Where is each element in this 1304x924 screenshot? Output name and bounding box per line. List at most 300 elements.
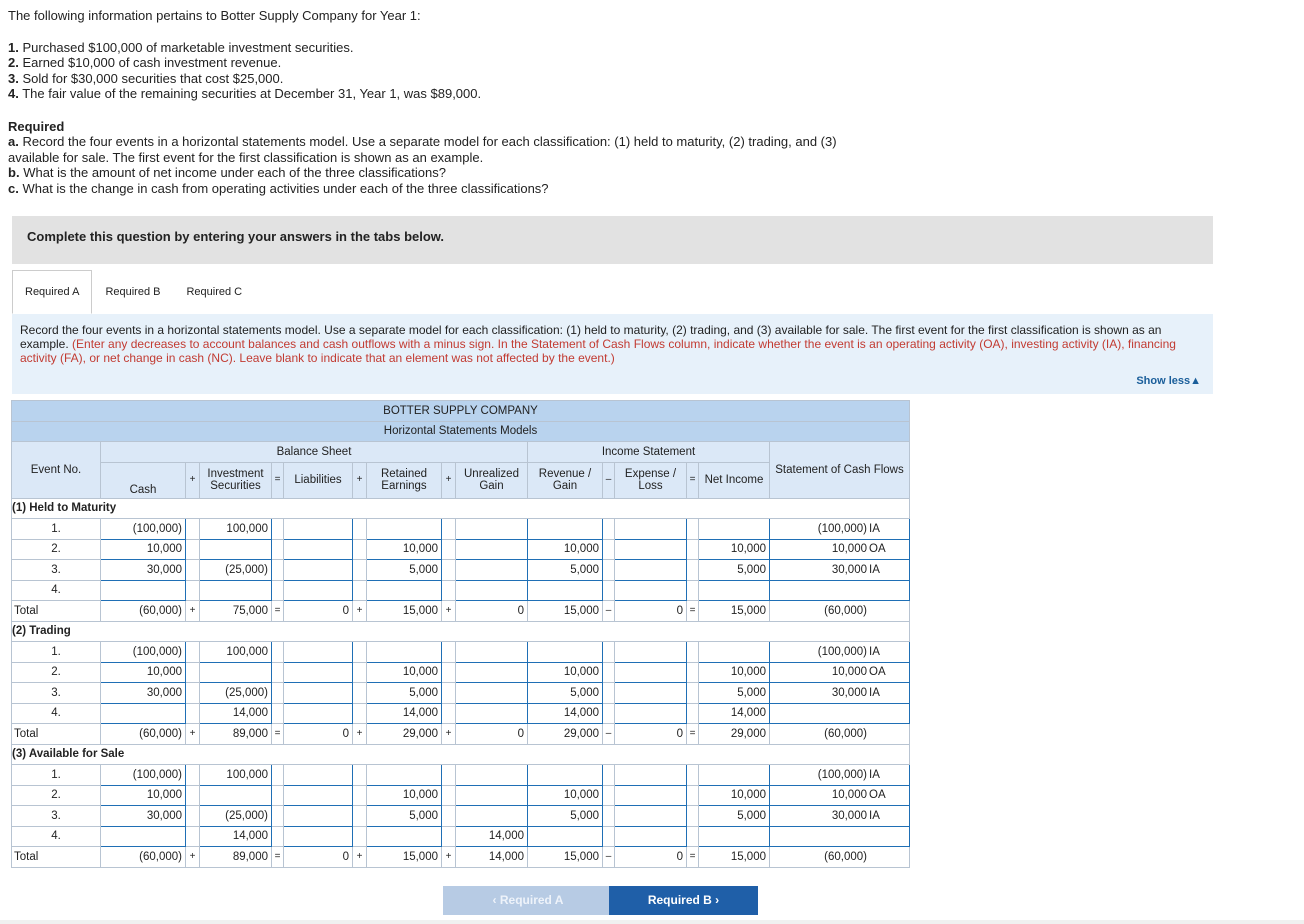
liab-cell[interactable] [284, 806, 353, 827]
op-eq [687, 703, 699, 724]
total-row [12, 724, 910, 745]
rev-cell[interactable] [528, 580, 603, 601]
op-minus [603, 560, 615, 581]
op-minus [603, 519, 615, 540]
op-plus [186, 642, 200, 663]
ug-cell[interactable] [456, 519, 528, 540]
cash-flow-amount: (60,000) [824, 727, 867, 740]
op-eq [272, 580, 284, 601]
op-plus [442, 519, 456, 540]
required-item: c. What is the change in cash from operating activities under each of the three classifications? [8, 180, 549, 196]
problem-intro [8, 8, 868, 196]
op-plus [442, 580, 456, 601]
total-liab-cell: 0 [284, 601, 353, 622]
op-minus [603, 642, 615, 663]
intro-lead: The following information pertains to Botter Supply Company for Year 1: [8, 8, 421, 23]
ni-cell[interactable]: 14,000 [699, 703, 770, 724]
inv-cell[interactable] [200, 662, 272, 683]
exp-cell[interactable] [615, 580, 687, 601]
tab-required-c[interactable]: Required C [186, 286, 243, 298]
total-cash-cell: (60,000) [101, 724, 186, 745]
cash-flow-cell[interactable] [770, 519, 910, 540]
cash-flow-amount: (100,000) [817, 645, 867, 658]
next-required-b-button[interactable]: Required B › [609, 886, 758, 915]
cash-flow-cell[interactable] [770, 765, 910, 786]
cash-flow-amount: 30,000 [831, 686, 867, 699]
ug-cell[interactable] [456, 560, 528, 581]
op-eq [687, 806, 699, 827]
section-title: (3) Available for Sale [12, 744, 910, 765]
op-plus [186, 806, 200, 827]
op-plus [186, 703, 200, 724]
cash-flow-cell[interactable] [770, 826, 910, 847]
op-eq [687, 765, 699, 786]
event-row [12, 703, 910, 724]
op-minus [603, 826, 615, 847]
op-plus [186, 785, 200, 806]
op-eq [687, 560, 699, 581]
op-plus [353, 826, 367, 847]
tab-required-b[interactable]: Required B [105, 286, 161, 298]
total-ni-cell: 29,000 [699, 724, 770, 745]
event-number: 4. [12, 826, 101, 847]
rev-cell[interactable]: 5,000 [528, 806, 603, 827]
re-cell[interactable]: 14,000 [367, 703, 442, 724]
exp-cell[interactable] [615, 765, 687, 786]
re-cell[interactable]: 5,000 [367, 683, 442, 704]
event-row [12, 642, 910, 663]
horizontal-statements-table [11, 400, 910, 868]
event-row [12, 662, 910, 683]
re-cell[interactable]: 10,000 [367, 539, 442, 560]
cash-flow-amount: 10,000 [831, 666, 867, 679]
op-plus [353, 580, 367, 601]
ug-cell[interactable] [456, 662, 528, 683]
total-ni-cell: 15,000 [699, 847, 770, 868]
ni-cell[interactable]: 10,000 [699, 539, 770, 560]
exp-cell[interactable] [615, 642, 687, 663]
cash-flow-classification[interactable]: IA [869, 809, 880, 822]
total-rev-cell: 15,000 [528, 601, 603, 622]
inv-cell[interactable] [200, 580, 272, 601]
op-eq [272, 765, 284, 786]
ug-cell[interactable] [456, 765, 528, 786]
total-row [12, 601, 910, 622]
op-plus [442, 560, 456, 581]
cash-flow-amount: (100,000) [817, 522, 867, 535]
tab-required-a[interactable]: Required A [12, 270, 92, 314]
exp-cell[interactable] [615, 683, 687, 704]
total-rev-cell: 15,000 [528, 847, 603, 868]
re-cell[interactable]: 10,000 [367, 785, 442, 806]
op-minus [603, 662, 615, 683]
cash-cell[interactable] [101, 703, 186, 724]
ni-cell[interactable] [699, 642, 770, 663]
cash-flow-classification[interactable]: IA [869, 768, 880, 781]
op-minus [603, 580, 615, 601]
re-cell[interactable] [367, 519, 442, 540]
op-eq: = [687, 724, 699, 745]
op-eq [687, 662, 699, 683]
liab-cell[interactable] [284, 580, 353, 601]
op-plus [442, 785, 456, 806]
cash-flow-cell[interactable] [770, 785, 910, 806]
total-inv-cell: 75,000 [200, 601, 272, 622]
cash-flow-amount: 10,000 [831, 789, 867, 802]
op-eq: = [687, 601, 699, 622]
event-row [12, 519, 910, 540]
exp-cell[interactable] [615, 560, 687, 581]
col-revenue-gain: Revenue / Gain [528, 462, 603, 498]
cash-flow-classification[interactable]: OA [869, 543, 886, 556]
op-equals: = [687, 462, 699, 498]
cash-cell[interactable]: 10,000 [101, 662, 186, 683]
event-number: 2. [12, 539, 101, 560]
op-plus: + [353, 724, 367, 745]
ug-cell[interactable] [456, 785, 528, 806]
event-number: 1. [12, 642, 101, 663]
inv-cell[interactable]: (25,000) [200, 806, 272, 827]
cash-flow-classification[interactable]: IA [869, 686, 880, 699]
op-plus [442, 539, 456, 560]
op-plus [353, 785, 367, 806]
op-plus: + [186, 601, 200, 622]
cash-flow-cell[interactable] [770, 642, 910, 663]
liab-cell[interactable] [284, 519, 353, 540]
event-number: 2. [12, 662, 101, 683]
op-eq [272, 785, 284, 806]
cash-cell[interactable] [101, 826, 186, 847]
exp-cell[interactable] [615, 806, 687, 827]
re-cell[interactable] [367, 765, 442, 786]
op-equals: = [272, 462, 284, 498]
section-title: (2) Trading [12, 621, 910, 642]
income-statement-header: Income Statement [528, 442, 770, 463]
instructions-text: Record the four events in a horizontal statements model. Use a separate model for each classification: (1) held to maturity, (2) trading, and (3) available for sale. The first event for the first classification is shown as an example. (Enter any decreases to account balances and cash outflows with a minus sign. In the Statement of Cash Flows column, indicate whether the event is an operating activity (OA), investing activity (IA), financing activity (FA), or net change in cash (NC). Leave blank to indicate that an element was not affected by the event.) [20, 323, 1176, 365]
exp-cell[interactable] [615, 703, 687, 724]
cash-flow-cell[interactable] [770, 724, 910, 745]
rev-cell[interactable] [528, 826, 603, 847]
cash-flow-classification[interactable]: IA [869, 563, 880, 576]
cash-flow-amount: 10,000 [831, 543, 867, 556]
liab-cell[interactable] [284, 785, 353, 806]
rev-cell[interactable]: 10,000 [528, 662, 603, 683]
event-number: 4. [12, 703, 101, 724]
event-row [12, 560, 910, 581]
rev-cell[interactable] [528, 642, 603, 663]
op-eq [272, 826, 284, 847]
cash-cell[interactable] [101, 580, 186, 601]
required-title: Required [8, 118, 65, 134]
op-plus [353, 703, 367, 724]
op-eq [272, 539, 284, 560]
required-item: a. Record the four events in a horizontal statements model. Use a separate model for each classification: (1) held to maturity, (2) trading, and (3) available for sale. The first event for the first classification is shown as an example. [8, 134, 837, 165]
event-item: 3. Sold for $30,000 securities that cost $25,000. [8, 70, 284, 86]
liab-cell[interactable] [284, 662, 353, 683]
op-plus: + [442, 724, 456, 745]
op-plus [353, 806, 367, 827]
op-plus: + [353, 601, 367, 622]
op-minus: – [603, 601, 615, 622]
op-eq [687, 539, 699, 560]
op-eq [272, 683, 284, 704]
event-item: 1. Purchased $100,000 of marketable investment securities. [8, 39, 354, 55]
liab-cell[interactable] [284, 765, 353, 786]
event-number: 1. [12, 519, 101, 540]
inv-cell[interactable]: (25,000) [200, 560, 272, 581]
op-plus [186, 662, 200, 683]
show-less-link[interactable]: Show less▲ [1136, 375, 1201, 387]
inv-cell[interactable]: 14,000 [200, 703, 272, 724]
ug-cell[interactable] [456, 703, 528, 724]
cash-flow-amount: (60,000) [824, 850, 867, 863]
cash-flow-amount: 30,000 [831, 563, 867, 576]
cash-cell[interactable]: 30,000 [101, 683, 186, 704]
op-plus: + [353, 462, 367, 498]
total-label: Total [12, 724, 101, 745]
event-number: 1. [12, 765, 101, 786]
cash-flow-classification[interactable]: OA [869, 789, 886, 802]
event-list [8, 40, 868, 102]
op-minus [603, 785, 615, 806]
liab-cell[interactable] [284, 826, 353, 847]
op-plus [353, 765, 367, 786]
inv-cell[interactable]: 14,000 [200, 826, 272, 847]
col-net-income: Net Income [699, 462, 770, 498]
ug-cell[interactable] [456, 539, 528, 560]
table-subtitle: Horizontal Statements Models [12, 421, 910, 442]
ug-cell[interactable] [456, 683, 528, 704]
op-plus: + [186, 724, 200, 745]
event-number: 3. [12, 683, 101, 704]
op-minus: – [603, 724, 615, 745]
op-plus [442, 806, 456, 827]
ug-cell[interactable] [456, 642, 528, 663]
total-exp-cell: 0 [615, 601, 687, 622]
ni-cell[interactable] [699, 765, 770, 786]
op-plus [353, 560, 367, 581]
rev-cell[interactable]: 10,000 [528, 539, 603, 560]
cash-flow-classification[interactable]: OA [869, 666, 886, 679]
op-eq [687, 683, 699, 704]
total-exp-cell: 0 [615, 847, 687, 868]
cash-flow-cell[interactable] [770, 601, 910, 622]
op-minus [603, 683, 615, 704]
cash-flow-amount: 30,000 [831, 809, 867, 822]
op-minus [603, 806, 615, 827]
cash-cell[interactable]: 30,000 [101, 806, 186, 827]
re-cell[interactable] [367, 642, 442, 663]
total-re-cell: 29,000 [367, 724, 442, 745]
liab-cell[interactable] [284, 683, 353, 704]
op-eq [272, 519, 284, 540]
op-minus [603, 765, 615, 786]
total-ug-cell: 0 [456, 724, 528, 745]
instructions-note: (Enter any decreases to account balances and cash outflows with a minus sign. In the Statement of Cash Flows column, indicate whether the event is an operating activity (OA), investing activity (IA), financing activity (FA), or net change in cash (NC). Leave blank to indicate that an element was not affected by the event.) [20, 337, 1176, 365]
inv-cell[interactable]: 100,000 [200, 765, 272, 786]
ni-cell[interactable]: 10,000 [699, 662, 770, 683]
event-number: 2. [12, 785, 101, 806]
event-row [12, 683, 910, 704]
op-plus [353, 662, 367, 683]
rev-cell[interactable] [528, 519, 603, 540]
ni-cell[interactable] [699, 580, 770, 601]
cash-flow-cell[interactable] [770, 662, 910, 683]
cash-flow-amount: (60,000) [824, 604, 867, 617]
total-re-cell: 15,000 [367, 847, 442, 868]
op-minus [603, 539, 615, 560]
ni-cell[interactable]: 5,000 [699, 683, 770, 704]
op-plus [186, 539, 200, 560]
cash-cell[interactable]: 10,000 [101, 539, 186, 560]
re-cell[interactable]: 5,000 [367, 806, 442, 827]
prev-required-a-button[interactable]: ‹ Required A [443, 886, 613, 915]
op-eq [272, 642, 284, 663]
rev-cell[interactable]: 5,000 [528, 560, 603, 581]
inv-cell[interactable] [200, 539, 272, 560]
inv-cell[interactable]: (25,000) [200, 683, 272, 704]
cash-flow-cell[interactable] [770, 847, 910, 868]
ug-cell[interactable] [456, 806, 528, 827]
required-item: b. What is the amount of net income under each of the three classifications? [8, 165, 446, 180]
op-plus [442, 826, 456, 847]
ug-cell[interactable] [456, 580, 528, 601]
exp-cell[interactable] [615, 785, 687, 806]
op-plus [186, 560, 200, 581]
ni-cell[interactable]: 10,000 [699, 785, 770, 806]
col-cash: Cash [101, 462, 186, 498]
col-liabilities: Liabilities [284, 462, 353, 498]
op-minus [603, 703, 615, 724]
event-number: 3. [12, 560, 101, 581]
exp-cell[interactable] [615, 826, 687, 847]
total-rev-cell: 29,000 [528, 724, 603, 745]
op-plus [186, 580, 200, 601]
rev-cell[interactable]: 10,000 [528, 785, 603, 806]
op-plus [186, 519, 200, 540]
col-cash-flows: Statement of Cash Flows [770, 442, 910, 499]
event-row [12, 539, 910, 560]
cash-cell[interactable]: (100,000) [101, 642, 186, 663]
cash-cell[interactable]: (100,000) [101, 519, 186, 540]
total-label: Total [12, 847, 101, 868]
exp-cell[interactable] [615, 539, 687, 560]
event-item: 4. The fair value of the remaining securities at December 31, Year 1, was $89,000. [8, 86, 482, 101]
op-eq [687, 580, 699, 601]
op-plus [442, 703, 456, 724]
cash-flow-cell[interactable] [770, 806, 910, 827]
op-eq [687, 785, 699, 806]
cash-flow-cell[interactable] [770, 703, 910, 724]
liab-cell[interactable] [284, 642, 353, 663]
op-eq [272, 806, 284, 827]
total-cash-cell: (60,000) [101, 601, 186, 622]
op-eq: = [272, 601, 284, 622]
op-eq [687, 642, 699, 663]
inv-cell[interactable]: 100,000 [200, 642, 272, 663]
total-ug-cell: 14,000 [456, 847, 528, 868]
event-row [12, 826, 910, 847]
op-plus: + [353, 847, 367, 868]
liab-cell[interactable] [284, 539, 353, 560]
bottom-divider [0, 920, 1304, 924]
total-ug-cell: 0 [456, 601, 528, 622]
op-plus [186, 826, 200, 847]
inv-cell[interactable]: 100,000 [200, 519, 272, 540]
ni-cell[interactable]: 5,000 [699, 806, 770, 827]
cash-flow-cell[interactable] [770, 580, 910, 601]
re-cell[interactable]: 5,000 [367, 560, 442, 581]
instructions-panel [12, 314, 1213, 394]
exp-cell[interactable] [615, 519, 687, 540]
inv-cell[interactable] [200, 785, 272, 806]
ni-cell[interactable] [699, 826, 770, 847]
ni-cell[interactable] [699, 519, 770, 540]
exp-cell[interactable] [615, 662, 687, 683]
cash-cell[interactable]: 10,000 [101, 785, 186, 806]
total-inv-cell: 89,000 [200, 847, 272, 868]
op-eq: = [687, 847, 699, 868]
re-cell[interactable] [367, 826, 442, 847]
op-plus: + [442, 462, 456, 498]
rev-cell[interactable]: 5,000 [528, 683, 603, 704]
liab-cell[interactable] [284, 560, 353, 581]
op-plus [353, 519, 367, 540]
event-item: 2. Earned $10,000 of cash investment revenue. [8, 55, 282, 70]
op-plus: + [186, 847, 200, 868]
op-plus [442, 642, 456, 663]
balance-sheet-header: Balance Sheet [101, 442, 528, 463]
total-label: Total [12, 601, 101, 622]
cash-flow-classification[interactable]: IA [869, 522, 880, 535]
op-eq [687, 519, 699, 540]
rev-cell[interactable]: 14,000 [528, 703, 603, 724]
col-expense-loss: Expense / Loss [615, 462, 687, 498]
re-cell[interactable]: 10,000 [367, 662, 442, 683]
op-eq [272, 560, 284, 581]
cash-flow-cell[interactable] [770, 683, 910, 704]
op-eq: = [272, 847, 284, 868]
col-event-no: Event No. [12, 442, 101, 499]
op-plus [353, 642, 367, 663]
cash-cell[interactable]: (100,000) [101, 765, 186, 786]
cash-flow-cell[interactable] [770, 539, 910, 560]
total-exp-cell: 0 [615, 724, 687, 745]
re-cell[interactable] [367, 580, 442, 601]
total-cash-cell: (60,000) [101, 847, 186, 868]
op-plus [186, 765, 200, 786]
cash-cell[interactable]: 30,000 [101, 560, 186, 581]
cash-flow-classification[interactable]: IA [869, 645, 880, 658]
liab-cell[interactable] [284, 703, 353, 724]
op-plus [442, 683, 456, 704]
op-eq [687, 826, 699, 847]
cash-flow-cell[interactable] [770, 560, 910, 581]
ug-cell[interactable]: 14,000 [456, 826, 528, 847]
total-liab-cell: 0 [284, 724, 353, 745]
event-row [12, 785, 910, 806]
rev-cell[interactable] [528, 765, 603, 786]
event-row [12, 765, 910, 786]
ni-cell[interactable]: 5,000 [699, 560, 770, 581]
op-eq [272, 662, 284, 683]
op-plus: + [442, 847, 456, 868]
col-retained-earnings: Retained Earnings [367, 462, 442, 498]
op-plus [442, 662, 456, 683]
company-name: BOTTER SUPPLY COMPANY [12, 401, 910, 422]
op-minus: – [603, 847, 615, 868]
tab-bar [12, 270, 255, 314]
